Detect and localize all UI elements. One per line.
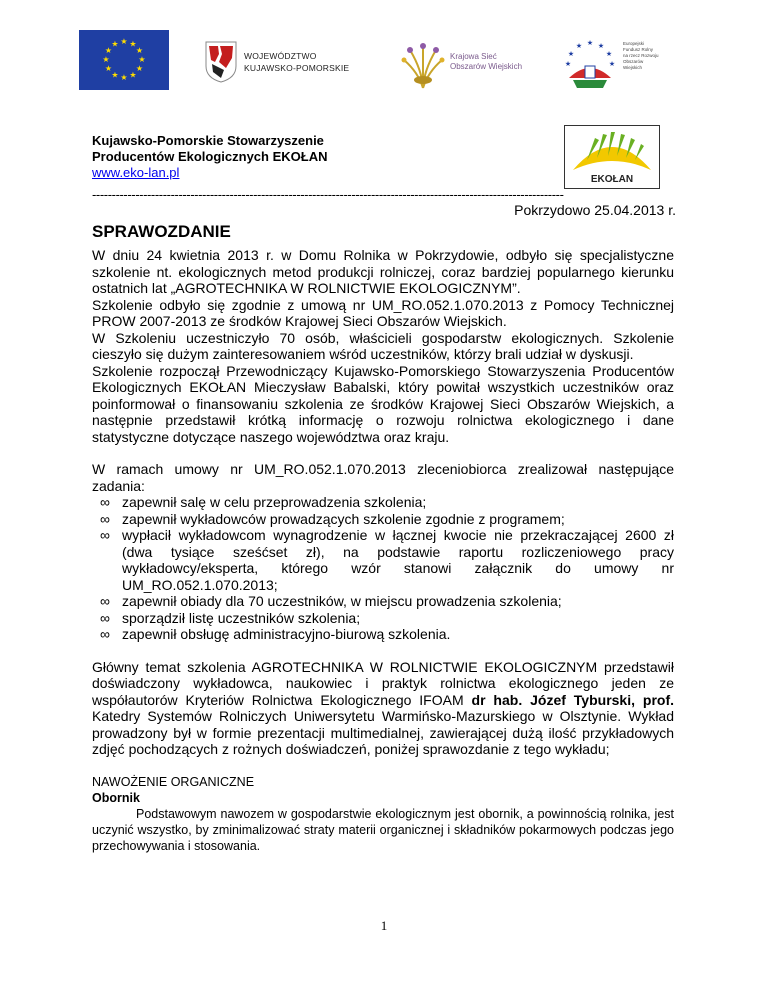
eu-flag-logo [79,30,169,90]
ekolan-logo [564,125,660,189]
paragraph-intro: W dniu 24 kwietnia 2013 r. w Domu Rolnika w Pokrzydowie, odbyło się specjalistyczne szkolenie nt. ekologicznych metod produkcji rolniczej, coraz bardziej popularnego kierunku ostatnich lat „AGROTECHNIKA W ROLNICTWIE EKOLOGICZNYM”. [92,247,674,296]
bullet-icon: ∞ [100,626,110,642]
svg-text:★: ★ [564,60,572,68]
ekolan-sun-icon [565,126,659,188]
region-name-line2: KUJAWSKO-POMORSKIE [244,63,350,73]
svg-text:★: ★ [129,70,137,80]
svg-text:★: ★ [138,55,146,64]
lecturer-name: dr hab. Józef Tyburski, prof. [471,691,674,708]
org-name-line1: Kujawsko-Pomorskie Stowarzyszenie [92,133,324,148]
paragraph-topic: Główny temat szkolenia AGROTECHNIKA W ROLNICTWIE EKOLOGICZNYM przedstawił doświadczony wykładowca, naukowiec i praktyk rolnictwa ekologicznego jeden ze współautorów Kryteriów Rolnictwa Ekologicznego IFOAM dr hab. Józef Tyburski, prof. Katedry Systemów Rolniczych Uniwersytetu Warmińsko-Mazurskiego w Olsztynie. Wykład prowadzony był w formie prezentacji multimedialnej, zawierającej dużą ilość przykładowych zdjęć pochodzących z rożnych doświadczeń, poniżej sprawozdanie z tego wykładu; [92,658,674,757]
organization-header [92,133,327,181]
prow-logo [559,36,669,94]
prow-line3: na rzecz Rozwoju [623,53,659,58]
logo-banner [71,22,675,98]
task-list [92,494,674,643]
page-number: 1 [380,918,388,933]
paragraph-opening: Szkolenie rozpoczął Przewodniczący Kujawsko-Pomorskiego Stowarzyszenia Producentów Ekologicznych EKOŁAN Mieczysław Babalski, który powitał wszystkich uczestników oraz poinformował o finansowaniu szkolenia ze środków Krajowej Sieci Obszarów Wiejskich, a następnie przedstawił krótką informację o rozwoju rolnictwa ekologicznego i dane statystyczne dotyczące naszego województwa oraz kraju. [92,362,674,445]
paragraph-participants: W Szkoleniu uczestniczyło 70 osób, właścicieli gospodarstw ekologicznych. Szkolenie cieszyło się dużym zainteresowaniem wśród uczestników, którzy brali udział w dyskusji. [92,329,674,362]
svg-text:★: ★ [104,64,113,73]
list-item: ∞ zapewnił salę w celu przeprowadzenia szkolenia; [100,494,427,510]
svg-text:★: ★ [135,46,144,55]
svg-text:★: ★ [111,39,119,49]
eu-stars-icon [79,30,169,90]
svg-text:★: ★ [605,50,613,58]
bullet-icon: ∞ [100,593,110,609]
section-subheading: Obornik [92,790,140,805]
document-date: Pokrzydowo 25.04.2013 r. [514,202,676,218]
svg-text:★: ★ [102,55,110,64]
svg-text:★: ★ [120,73,128,82]
section-heading: NAWOŻENIE ORGANICZNE [92,774,255,789]
website-link[interactable]: www.eko-lan.pl [92,165,180,180]
list-item: ∞ zapewnił obiady dla 70 uczestników, w miejscu prowadzenia szkolenia; [100,593,562,609]
svg-text:★: ★ [135,64,144,73]
svg-text:★: ★ [129,39,137,49]
paragraph-contract: Szkolenie odbyło się zgodnie z umową nr UM_RO.052.1.070.2013 z Pomocy Technicznej PROW 2007-2013 ze środków Krajowej Sieci Obszarów Wiejskich. [92,296,674,329]
prow-line2: Fundusz Rolny [623,47,654,52]
svg-text:★: ★ [111,70,119,80]
svg-text:★: ★ [597,42,605,50]
wheat-sheaf-icon [398,40,448,92]
svg-text:★: ★ [567,50,575,58]
bullet-icon: ∞ [100,494,110,510]
bullet-icon: ∞ [100,609,110,626]
document-title: SPRAWOZDANIE [92,222,231,241]
region-logo [204,40,354,88]
svg-text:★: ★ [120,37,128,46]
ksow-name-line1: Krajowa Sieć [450,52,497,61]
prow-line1: Europejski [623,41,645,46]
bullet-icon: ∞ [100,527,110,543]
ksow-logo [398,40,528,92]
org-name-line2: Producentów Ekologicznych EKOŁAN [92,149,328,164]
list-item: ∞ zapewnił obsługę administracyjno-biurową szkolenia. [100,626,451,642]
bullet-icon: ∞ [100,510,110,527]
region-shield-icon [204,40,238,84]
prow-line4: Obszarów [623,59,644,64]
svg-text:★: ★ [608,60,616,68]
section-paragraph: Podstawowym nawozem w gospodarstwie ekologicznym jest obornik, a powinnością rolnika, jest uczynić wszystko, by zminimalizować straty materii organicznej i składników pokarmowych podczas jego przechowywania i stosowania. [92,806,674,853]
prow-line5: Wiejskich [623,65,643,70]
report-body [92,247,674,854]
region-name-line1: WOJEWÓDZTWO [244,51,317,61]
svg-text:★: ★ [575,42,583,50]
list-item: ∞ wypłacił wykładowcom wynagrodzenie w łącznej kwocie nie przekraczającej 2600 zł (dwa tysiące sześćset zł), na podstawie raportu rozliczeniowego pracy wykładowcy/eksperta, którego wzór stanowi załącznik do umowy nr UM_RO.052.1.070.2013; [100,527,674,593]
ekolan-logo-label: EKOŁAN [590,174,634,185]
svg-text:★: ★ [586,39,594,47]
ksow-name-line2: Obszarów Wiejskich [450,62,523,71]
list-item: ∞ sporządził listę uczestników szkolenia; [100,609,361,626]
svg-text:★: ★ [104,46,113,55]
paragraph-tasks-intro: W ramach umowy nr UM_RO.052.1.070.2013 zleceniobiorca zrealizował następujące zadania: [92,461,674,494]
list-item: ∞ zapewnił wykładowców prowadzących szkolenie zgodnie z programem; [100,510,565,527]
header-separator: ------------------------------------------------------------------------------------------------------------------------ [92,188,564,202]
prow-emblem-icon [559,36,621,94]
